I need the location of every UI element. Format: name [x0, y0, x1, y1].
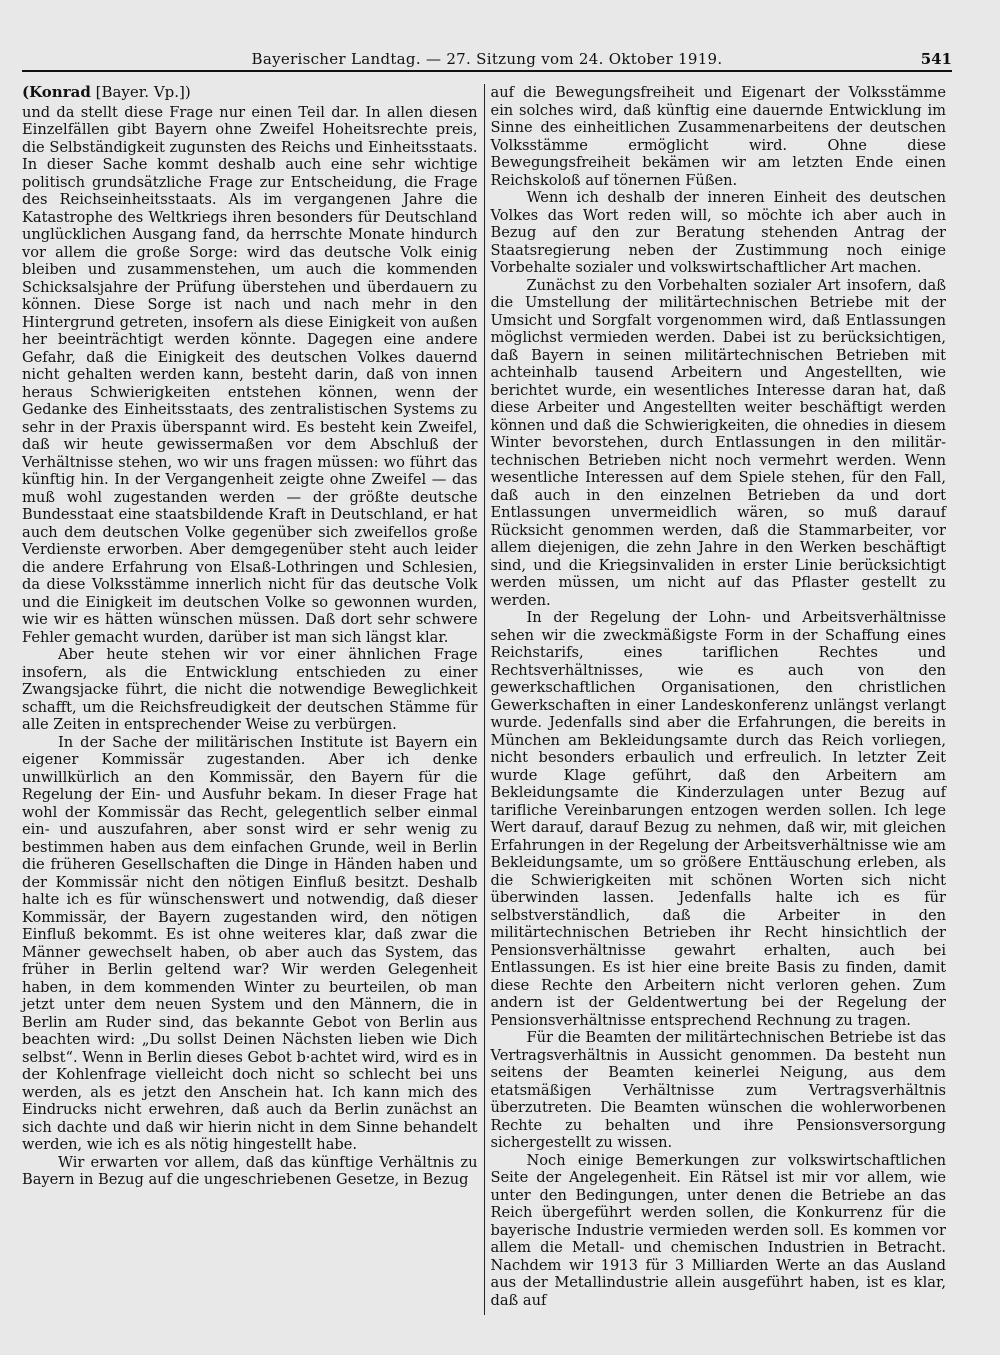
- speaker-line: [22, 84, 478, 102]
- paragraph: Für die Beamten der militärtechnischen Betriebe ist das Vertragsverhältnis in Aussicht genommen. Da besteht nun seitens der Beamten keinerlei Neigung, aus dem etatsmäßigen Verhältnisse zum Vertragsverhältnis überzutreten. Die Beamten wünschen die wohlerworbenen Rechte zu behalten und ihre Pensionsversorgung sichergestellt zu wissen.: [490, 1029, 946, 1151]
- paragraph: Noch einige Bemerkungen zur volkswirtschaftlichen Seite der Angelegenheit. Ein Rätsel ist mir vor allem, wie unter den Bedingungen, unter denen die Betriebe an das Reich übergeführt werden sollen, die Konkurrenz für die bayerische Industrie vermieden werden soll. Es kommen vor allem die Metall- und chemischen Industrien in Betracht. Nachdem wir 1913 für 3 Milliarden Werte an das Ausland aus der Metallindustrie allein ausgeführt haben, ist es klar, daß auf: [490, 1151, 946, 1309]
- page-header: [22, 48, 952, 72]
- text-columns: [16, 84, 952, 1315]
- page-number: 541: [920, 50, 952, 68]
- paragraph: Aber heute stehen wir vor einer ähnlichen Frage insofern, als die Entwicklung entschieden zu einer Zwangsjacke führt, die nicht die notwendige Beweglichkeit schafft, um die Reichsfreudigkeit der deutschen Stämme für alle Zeiten in entsprechender Weise zu verbürgen.: [22, 646, 478, 733]
- paragraph: Wir erwarten vor allem, daß das künftige Verhältnis zu Bayern in Bezug auf die ungeschriebenen Gesetze, in Bezug: [22, 1153, 478, 1188]
- paragraph: Zunächst zu den Vorbehalten sozialer Art insofern, daß die Umstellung der militärtechnischen Betriebe mit der Umsicht und Sorgfalt vorgenommen wird, daß Entlassungen möglichst vermieden werden. Dabei ist zu berücksichtigen, daß Bayern in seinen militärtechnischen Betrieben mit achteinhalb tausend Arbeitern und Angestellten, wie berichtet wurde, ein wesentliches Interesse daran hat, daß diese Arbeiter und Angestellten weiter beschäftigt werden können und daß die Schwierigkeiten, die ohnedies in diesem Winter bevorstehen, durch Entlassungen in den militär-technischen Betrieben nicht noch vermehrt werden. Wenn wesentliche Interessen auf dem Spiele stehen, für den Fall, daß auch in den einzelnen Betrieben da und dort Entlassungen unvermeidlich wären, so muß darauf Rücksicht genommen werden, daß die Stammarbeiter, vor allem diejenigen, die zehn Jahre in den Werken beschäftigt sind, und die Kriegsinvaliden in erster Linie berücksichtigt werden müssen, um nicht auf das Pflaster gestellt zu werden.: [490, 276, 946, 609]
- paragraph: In der Regelung der Lohn- und Arbeitsverhältnisse sehen wir die zweckmäßigste Form in der Schaffung eines Reichstarifs, eines tariflichen Rechtes und Rechtsverhältnisses, wie es auch von den gewerkschaftlichen Organisationen, den christlichen Gewerkschaften in einer Landeskonferenz unlängst verlangt wurde. Jedenfalls sind aber die Erfahrungen, die bereits in München am Bekleidungsamte durch das Reich vorliegen, nicht besonders erbaulich und erfreulich. In letzter Zeit wurde Klage geführt, daß den Arbeitern am Bekleidungsamte die Kinderzulagen unter Bezug auf tarifliche Vereinbarungen entzogen werden sollen. Ich lege Wert darauf, darauf Bezug zu nehmen, daß wir, mit gleichen Erfahrungen in der Regelung der Arbeitsverhältnisse wie am Bekleidungsamte, um so größere Enttäuschung erleben, als die Schwierigkeiten mit schönen Worten sich nicht überwinden lassen. Jedenfalls halte ich es für selbstverständlich, daß die Arbeiter in den militärtechnischen Betrieben ihr Recht hinsichtlich der Pensionsverhältnisse gewahrt erhalten, auch bei Entlassungen. Es ist hier eine breite Basis zu finden, damit diese Rechte den Arbeitern nicht verloren gehen. Zum andern ist der Geldentwertung bei der Regelung der Pensionsverhältnisse entsprechend Rechnung zu tragen.: [490, 609, 946, 1029]
- paragraph: und da stellt diese Frage nur einen Teil dar. In allen diesen Einzelfällen gibt Bayern ohne Zweifel Hoheitsrechte preis, die Selbständigkeit zugunsten des Reichs und Einheitsstaats. In dieser Sache kommt deshalb auch eine sehr wichtige politisch grundsätzliche Frage zur Entscheidung, die Frage des Reichseinheitsstaats. Als im vergangenen Jahre die Katastrophe des Weltkriegs ihren besonders für Deutschland unglücklichen Ausgang fand, da herrschte Monate hindurch vor allem die große Sorge: wird das deutsche Volk einig bleiben und zusammenstehen, um auch die kommenden Schicksalsjahre der Prüfung überstehen und überdauern zu können. Diese Sorge ist nach und nach mehr in den Hintergrund getreten, insofern als diese Einigkeit von außen her beeinträchtigt werden könnte. Dagegen eine andere Gefahr, daß die Einigkeit des deutschen Volkes dauernd nicht gehalten werden kann, besteht darin, daß von innen heraus Schwierigkeiten entstehen können, wenn der Gedanke des Einheitsstaats, des zentralistischen Systems zu sehr in der Praxis überspannt wird. Es besteht kein Zweifel, daß wir heute gewissermaßen vor dem Abschluß der Verhältnisse stehen, wo wir uns fragen müssen: wo führt das künftig hin. In der Vergangenheit zeigte ohne Zweifel — das muß wohl zugestanden werden — der größte deutsche Bundesstaat eine staatsbildende Kraft in Deutschland, er hat auch dem deutschen Volke gegenüber sich zweifellos große Verdienste erworben. Aber demgegenüber steht auch leider die andere Erfahrung von Elsaß-Lothringen und Schlesien, da diese Volksstämme innerlich nicht für das deutsche Volk und die Einigkeit im deutschen Volke so gewonnen wurden, wie wir es hätten wünschen müssen. Daß dort sehr schwere Fehler gemacht wurden, darüber ist man sich längst klar.: [22, 103, 478, 646]
- speaker-party: [Bayer. Vp.]): [95, 83, 191, 101]
- header-title: Bayerischer Landtag. — 27. Sitzung vom 24. Oktober 1919.: [251, 50, 723, 68]
- paragraph: Wenn ich deshalb der inneren Einheit des deutschen Volkes das Wort reden will, so möchte ich aber auch in Bezug auf den zur Beratung stehenden Antrag der Staatsregierung neben der Zustimmung noch einige Vorbehalte sozialer und volkswirtschaftlicher Art machen.: [490, 189, 946, 276]
- paragraph: In der Sache der militärischen Institute ist Bayern ein eigener Kommissär zugestanden. Aber ich denke unwillkürlich an den Kommissär, den Bayern für die Regelung der Ein- und Ausfuhr bekam. In dieser Frage hat wohl der Kommissär das Recht, gelegentlich selber einmal ein- und auszufahren, aber sonst wird er sehr wenig zu bestimmen haben aus dem einfachen Grunde, weil in Berlin die früheren Gesellschaften die Dinge in Händen haben und der Kommissär nicht den nötigen Einfluß besitzt. Deshalb halte ich es für wünschenswert und notwendig, daß dieser Kommissär, der Bayern zugestanden wird, den nötigen Einfluß bekommt. Es ist ohne weiteres klar, daß zwar die Männer gewechselt haben, ob aber auch das System, das früher in Berlin geltend war? Wir werden Gelegenheit haben, in dem kommenden Winter zu beurteilen, ob man jetzt unter dem neuen System und den Männern, die in Berlin am Ruder sind, das bekannte Gebot von Berlin aus beachten wird: „Du sollst Deinen Nächsten lieben wie Dich selbst“. Wenn in Berlin dieses Gebot b·achtet wird, wird es in der Kohlenfrage vielleicht doch nicht so schlecht bei uns werden, als es jetzt den Anschein hat. Ich kann mich des Eindrucks nicht erwehren, daß auch da Berlin zunächst an sich dachte und daß wir hierin nicht in dem Sinne behandelt werden, wie ich es als nötig hingestellt habe.: [22, 733, 478, 1153]
- right-column: [485, 84, 953, 1315]
- paragraph: auf die Bewegungsfreiheit und Eigenart der Volksstämme ein solches wird, daß künftig eine dauernde Entwicklung im Sinne des einheitlichen Zusammenarbeitens der deutschen Volksstämme ermöglicht wird. Ohne diese Bewegungsfreiheit bekämen wir am letzten Ende einen Reichskoloß auf tönernen Füßen.: [490, 84, 946, 189]
- left-column: [16, 84, 485, 1315]
- speaker-name: (Konrad: [22, 83, 91, 101]
